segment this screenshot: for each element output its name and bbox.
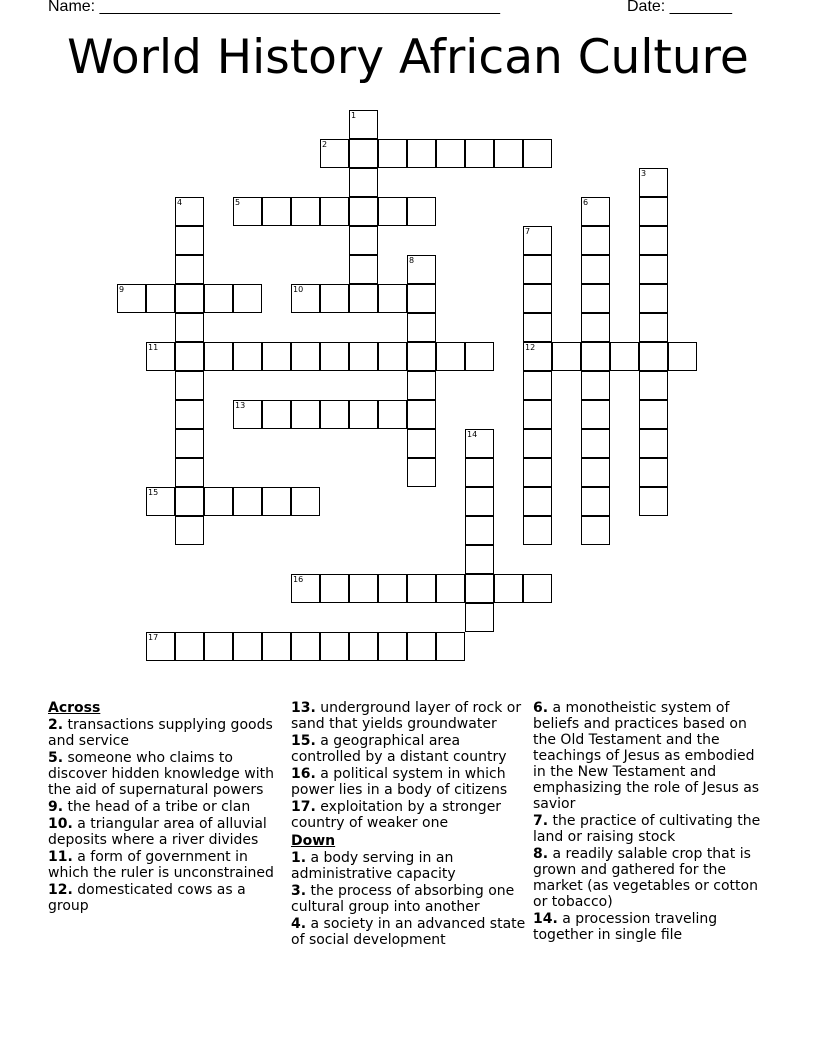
grid-cell[interactable] <box>378 284 407 313</box>
cell-number: 4 <box>177 198 183 207</box>
clue-text: a readily salable crop that is grown and gathered for the market (as vegetables or cotton or tobacco) <box>533 846 758 910</box>
cell-number: 10 <box>293 285 304 294</box>
grid-cell[interactable] <box>204 342 233 371</box>
clue-item <box>48 799 284 815</box>
grid-cell[interactable] <box>436 342 465 371</box>
clue-text: a society in an advanced state of social development <box>291 916 526 948</box>
grid-cell[interactable] <box>407 400 436 429</box>
across-heading: Across <box>48 700 101 716</box>
grid-cell[interactable] <box>523 255 552 284</box>
cell-number: 13 <box>235 401 246 410</box>
cell-number: 1 <box>351 111 357 120</box>
clue-item <box>533 700 769 812</box>
grid-cell[interactable] <box>581 400 610 429</box>
grid-cell[interactable] <box>581 255 610 284</box>
grid-cell[interactable] <box>581 429 610 458</box>
cell-number: 5 <box>235 198 241 207</box>
grid-cell[interactable] <box>407 429 436 458</box>
cell-number: 14 <box>467 430 478 439</box>
grid-cell[interactable] <box>146 284 175 313</box>
grid-cell[interactable] <box>320 284 349 313</box>
grid-cell[interactable] <box>523 516 552 545</box>
clue-item <box>291 883 527 915</box>
clue-text: a procession traveling together in single file <box>533 911 718 943</box>
clue-number: 8. <box>533 846 549 862</box>
grid-cell[interactable] <box>175 429 204 458</box>
cell-number: 12 <box>525 343 536 352</box>
grid-cell[interactable] <box>146 342 175 371</box>
grid-cell[interactable] <box>175 487 204 516</box>
grid-cell[interactable] <box>581 226 610 255</box>
grid-cell[interactable] <box>175 342 204 371</box>
cell-number: 17 <box>148 633 159 642</box>
grid-cell[interactable] <box>378 139 407 168</box>
clue-item <box>533 911 769 943</box>
clue-text: a geographical area controlled by a distant country <box>291 733 507 765</box>
clue-text: domesticated cows as a group <box>48 882 246 914</box>
grid-cell[interactable] <box>523 342 552 371</box>
grid-cell[interactable] <box>233 487 262 516</box>
cell-number: 15 <box>148 488 159 497</box>
grid-cell[interactable] <box>378 197 407 226</box>
grid-cell[interactable] <box>349 632 378 661</box>
clue-text: transactions supplying goods and service <box>48 717 273 749</box>
clue-text: the practice of cultivating the land or raising stock <box>533 813 761 845</box>
grid-cell[interactable] <box>204 632 233 661</box>
grid-cell[interactable] <box>494 139 523 168</box>
clue-number: 17. <box>291 799 316 815</box>
grid-cell[interactable] <box>407 574 436 603</box>
grid-cell[interactable] <box>175 284 204 313</box>
grid-cell[interactable] <box>465 545 494 574</box>
grid-cell[interactable] <box>523 284 552 313</box>
grid-cell[interactable] <box>523 487 552 516</box>
grid-cell[interactable] <box>639 400 668 429</box>
grid-cell[interactable] <box>465 429 494 458</box>
grid-cell[interactable] <box>378 400 407 429</box>
grid-cell[interactable] <box>523 458 552 487</box>
clue-number: 10. <box>48 816 73 832</box>
grid-cell[interactable] <box>523 574 552 603</box>
clue-number: 13. <box>291 700 316 716</box>
grid-cell[interactable] <box>262 632 291 661</box>
grid-cell[interactable] <box>349 226 378 255</box>
grid-cell[interactable] <box>581 197 610 226</box>
clue-number: 3. <box>291 883 307 899</box>
grid-cell[interactable] <box>349 110 378 139</box>
clue-text: the head of a tribe or clan <box>63 799 251 815</box>
clue-item <box>48 849 284 881</box>
clue-text: exploitation by a stronger country of weaker one <box>291 799 502 831</box>
grid-cell[interactable] <box>233 197 262 226</box>
clue-item <box>533 846 769 910</box>
grid-cell[interactable] <box>639 371 668 400</box>
grid-cell[interactable] <box>349 342 378 371</box>
clue-number: 12. <box>48 882 73 898</box>
clue-text: a triangular area of alluvial deposits where a river divides <box>48 816 267 848</box>
grid-cell[interactable] <box>639 255 668 284</box>
grid-cell[interactable] <box>407 284 436 313</box>
cell-number: 6 <box>583 198 589 207</box>
grid-cell[interactable] <box>175 516 204 545</box>
cell-number: 9 <box>119 285 125 294</box>
grid-cell[interactable] <box>523 400 552 429</box>
grid-cell[interactable] <box>581 313 610 342</box>
grid-cell[interactable] <box>581 516 610 545</box>
clue-number: 5. <box>48 750 64 766</box>
grid-cell[interactable] <box>523 313 552 342</box>
clue-item <box>291 850 527 882</box>
grid-cell[interactable] <box>407 458 436 487</box>
grid-cell[interactable] <box>291 487 320 516</box>
grid-cell[interactable] <box>146 487 175 516</box>
grid-cell[interactable] <box>349 284 378 313</box>
grid-cell[interactable] <box>523 139 552 168</box>
cell-number: 7 <box>525 227 531 236</box>
clue-number: 6. <box>533 700 549 716</box>
grid-cell[interactable] <box>175 197 204 226</box>
grid-cell[interactable] <box>639 342 668 371</box>
grid-cell[interactable] <box>320 342 349 371</box>
grid-cell[interactable] <box>291 632 320 661</box>
grid-cell[interactable] <box>465 487 494 516</box>
grid-cell[interactable] <box>639 313 668 342</box>
grid-cell[interactable] <box>407 139 436 168</box>
grid-cell[interactable] <box>349 168 378 197</box>
grid-cell[interactable] <box>610 342 639 371</box>
grid-cell[interactable] <box>436 574 465 603</box>
grid-cell[interactable] <box>523 429 552 458</box>
grid-cell[interactable] <box>233 342 262 371</box>
cell-number: 2 <box>322 140 328 149</box>
grid-cell[interactable] <box>262 487 291 516</box>
grid-cell[interactable] <box>436 139 465 168</box>
grid-cell[interactable] <box>407 632 436 661</box>
grid-cell[interactable] <box>436 632 465 661</box>
clue-number: 11. <box>48 849 73 865</box>
grid-cell[interactable] <box>233 284 262 313</box>
grid-cell[interactable] <box>639 429 668 458</box>
grid-cell[interactable] <box>175 371 204 400</box>
grid-cell[interactable] <box>204 284 233 313</box>
grid-cell[interactable] <box>407 313 436 342</box>
clue-number: 9. <box>48 799 64 815</box>
grid-cell[interactable] <box>175 632 204 661</box>
grid-cell[interactable] <box>639 197 668 226</box>
grid-cell[interactable] <box>320 139 349 168</box>
grid-cell[interactable] <box>465 342 494 371</box>
clue-item <box>48 882 284 914</box>
clue-text: the process of absorbing one cultural group into another <box>291 883 515 915</box>
grid-cell[interactable] <box>175 226 204 255</box>
clue-number: 2. <box>48 717 64 733</box>
clue-text: a form of government in which the ruler is unconstrained <box>48 849 274 881</box>
down-heading: Down <box>291 833 336 849</box>
grid-cell[interactable] <box>349 400 378 429</box>
clue-item <box>291 733 527 765</box>
grid-cell[interactable] <box>494 574 523 603</box>
grid-cell[interactable] <box>581 342 610 371</box>
grid-cell[interactable] <box>320 574 349 603</box>
grid-cell[interactable] <box>639 284 668 313</box>
grid-cell[interactable] <box>523 226 552 255</box>
grid-cell[interactable] <box>523 371 552 400</box>
grid-cell[interactable] <box>407 342 436 371</box>
grid-cell[interactable] <box>349 574 378 603</box>
clue-number: 7. <box>533 813 549 829</box>
grid-cell[interactable] <box>175 255 204 284</box>
grid-cell[interactable] <box>378 632 407 661</box>
grid-cell[interactable] <box>639 168 668 197</box>
cell-number: 16 <box>293 575 304 584</box>
grid-cell[interactable] <box>349 197 378 226</box>
grid-cell[interactable] <box>175 313 204 342</box>
grid-cell[interactable] <box>262 342 291 371</box>
grid-cell[interactable] <box>117 284 146 313</box>
grid-cell[interactable] <box>465 458 494 487</box>
name-field-label: Name: _____________________________________________ <box>48 0 500 15</box>
clue-item <box>48 717 284 749</box>
grid-cell[interactable] <box>581 284 610 313</box>
grid-cell[interactable] <box>465 139 494 168</box>
clue-item <box>48 816 284 848</box>
grid-cell[interactable] <box>407 371 436 400</box>
clue-number: 15. <box>291 733 316 749</box>
grid-cell[interactable] <box>407 197 436 226</box>
grid-cell[interactable] <box>378 574 407 603</box>
clue-item <box>291 766 527 798</box>
date-field-label: Date: _______ <box>627 0 732 15</box>
page-title: World History African Culture <box>67 30 749 85</box>
grid-cell[interactable] <box>146 632 175 661</box>
clue-text: underground layer of rock or sand that yields groundwater <box>291 700 522 732</box>
clue-item <box>291 916 527 948</box>
grid-cell[interactable] <box>465 516 494 545</box>
clue-item <box>291 700 527 732</box>
grid-cell[interactable] <box>465 574 494 603</box>
grid-cell[interactable] <box>581 487 610 516</box>
clue-text: someone who claims to discover hidden knowledge with the aid of supernatural powers <box>48 750 274 798</box>
cell-number: 8 <box>409 256 415 265</box>
grid-cell[interactable] <box>291 197 320 226</box>
grid-cell[interactable] <box>175 400 204 429</box>
grid-cell[interactable] <box>581 458 610 487</box>
clue-column-1 <box>48 700 284 915</box>
clue-number: 4. <box>291 916 307 932</box>
grid-cell[interactable] <box>291 284 320 313</box>
clue-text: a body serving in an administrative capacity <box>291 850 456 882</box>
clue-item <box>48 750 284 798</box>
grid-cell[interactable] <box>320 632 349 661</box>
grid-cell[interactable] <box>175 458 204 487</box>
clue-number: 1. <box>291 850 307 866</box>
grid-cell[interactable] <box>668 342 697 371</box>
grid-cell[interactable] <box>291 342 320 371</box>
grid-cell[interactable] <box>262 400 291 429</box>
clue-number: 14. <box>533 911 558 927</box>
cell-number: 11 <box>148 343 159 352</box>
clue-item <box>291 799 527 831</box>
clue-column-2 <box>291 700 527 949</box>
grid-cell[interactable] <box>407 255 436 284</box>
grid-cell[interactable] <box>465 603 494 632</box>
grid-cell[interactable] <box>291 400 320 429</box>
grid-cell[interactable] <box>291 574 320 603</box>
clue-number: 16. <box>291 766 316 782</box>
grid-cell[interactable] <box>581 371 610 400</box>
clue-text: a political system in which power lies in a body of citizens <box>291 766 508 798</box>
grid-cell[interactable] <box>639 226 668 255</box>
grid-cell[interactable] <box>233 400 262 429</box>
grid-cell[interactable] <box>204 487 233 516</box>
grid-cell[interactable] <box>349 139 378 168</box>
cell-number: 3 <box>641 169 647 178</box>
clue-column-3 <box>533 700 769 944</box>
grid-cell[interactable] <box>639 487 668 516</box>
grid-cell[interactable] <box>378 342 407 371</box>
grid-cell[interactable] <box>552 342 581 371</box>
grid-cell[interactable] <box>349 255 378 284</box>
grid-cell[interactable] <box>262 197 291 226</box>
grid-cell[interactable] <box>639 458 668 487</box>
clue-item <box>533 813 769 845</box>
grid-cell[interactable] <box>320 400 349 429</box>
clue-text: a monotheistic system of beliefs and practices based on the Old Testament and the teachings of Jesus as embodied in the New Testament and emphasizing the role of Jesus as savior <box>533 700 760 812</box>
grid-cell[interactable] <box>233 632 262 661</box>
grid-cell[interactable] <box>320 197 349 226</box>
